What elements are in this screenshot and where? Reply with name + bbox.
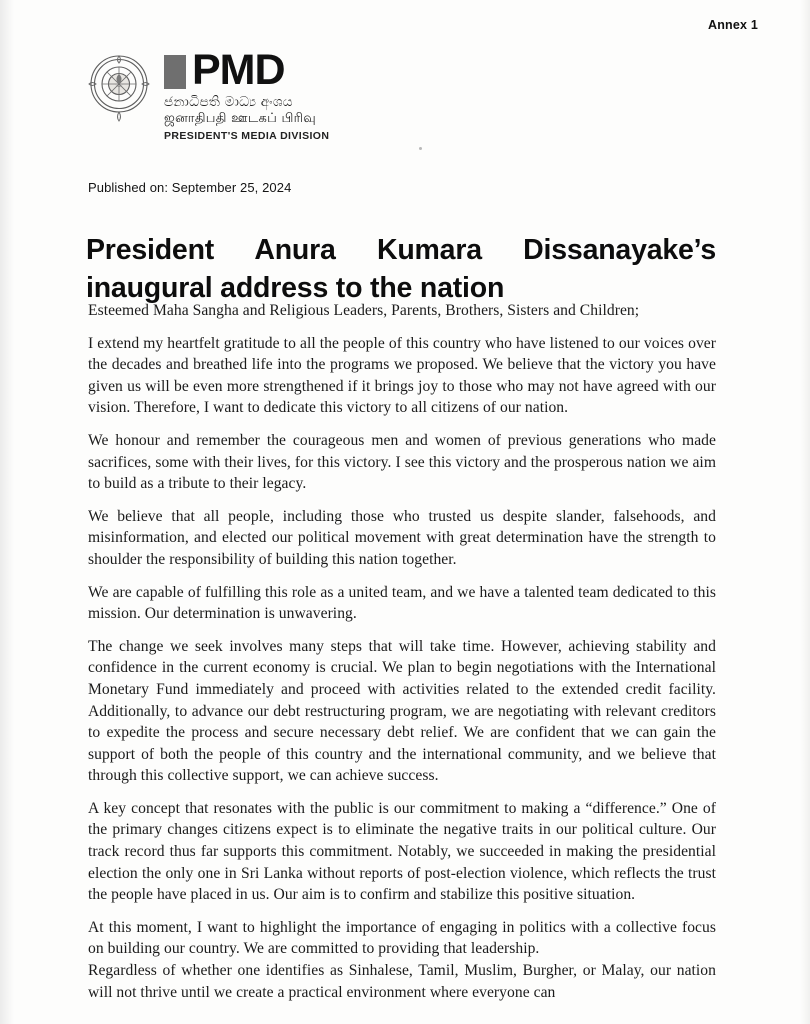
paragraph: A key concept that resonates with the public is our commitment to making a “difference.” One of the primary changes citizens expect is to eliminate the negative traits in our political culture. Our track record thus far supports this commitment. Notably, we succeeded in making the presidential election the only one in Sri Lanka without reports of post-election violence, which reflects the trust the people have placed in us. Our aim is to confirm and stabilize this positive situation. bbox=[88, 799, 716, 904]
page-speck bbox=[419, 147, 422, 150]
masthead-tamil-subtitle: ஜனாதிபதி ஊடகப் பிரிவு bbox=[164, 111, 317, 126]
paragraph: We are capable of fulfilling this role as a united team, and we have a talented team dedicated to this mission. Our determination is unwavering. bbox=[88, 583, 716, 623]
article-body bbox=[88, 300, 716, 1014]
paragraph: Esteemed Maha Sangha and Religious Leaders, Parents, Brothers, Sisters and Children; bbox=[88, 302, 640, 319]
page-left-shadow bbox=[0, 0, 14, 1024]
page-right-shadow bbox=[800, 0, 810, 1024]
sri-lanka-national-emblem-icon bbox=[88, 48, 150, 126]
logo-row bbox=[164, 46, 329, 94]
pmd-mark-icon bbox=[164, 55, 186, 89]
masthead-sinhala-subtitle: ජනාධිපති මාධ්‍ය අංශය bbox=[164, 94, 293, 110]
published-date: Published on: September 25, 2024 bbox=[88, 180, 292, 195]
pmd-wordmark: PMD bbox=[192, 46, 285, 94]
page-title: President Anura Kumara Dissanayake’s inaugural address to the nation bbox=[86, 234, 716, 305]
paragraph: Regardless of whether one identifies as Sinhalese, Tamil, Muslim, Burgher, or Malay, our nation will not thrive until we create a practical environment where everyone can bbox=[88, 962, 716, 1001]
paragraph: The change we seek involves many steps that will take time. However, achieving stability and confidence in the current economy is crucial. We plan to begin negotiations with the International Monetary Fund immediately and proceed with activities related to the extended credit facility. Additionally, to advance our debt restructuring program, we are negotiating with relevant creditors to expedite the process and secure necessary debt relief. We are confident that we can gain the support of both the people of this country and the international community, and we believe that through this collective support, we can achieve success. bbox=[88, 637, 716, 785]
masthead bbox=[88, 48, 329, 142]
annex-label: Annex 1 bbox=[707, 18, 758, 32]
paragraph: We honour and remember the courageous men and women of previous generations who made sacrifices, some with their lives, for this victory. I see this victory and the prosperous nation we aim to build as a tribute to their legacy. bbox=[88, 431, 716, 493]
paragraph: We believe that all people, including those who trusted us despite slander, falsehoods, and misinformation, and elected our political movement with great determination have the strength to shoulder the responsibility of building this nation together. bbox=[88, 507, 716, 568]
masthead-english-subtitle: PRESIDENT'S MEDIA DIVISION bbox=[164, 130, 330, 142]
masthead-text-block bbox=[164, 48, 329, 142]
paragraph: I extend my heartfelt gratitude to all the people of this country who have listened to our voices over the decades and breathed life into the programs we proposed. We believe that the victory you have given us will be even more strengthened if it brings joy to those who may not have agreed with our vision. Therefore, I want to dedicate this victory to all citizens of our nation. bbox=[88, 334, 716, 417]
paragraph: At this moment, I want to highlight the importance of engaging in politics with a collective focus on building our country. We are committed to providing that leadership. bbox=[88, 918, 716, 958]
